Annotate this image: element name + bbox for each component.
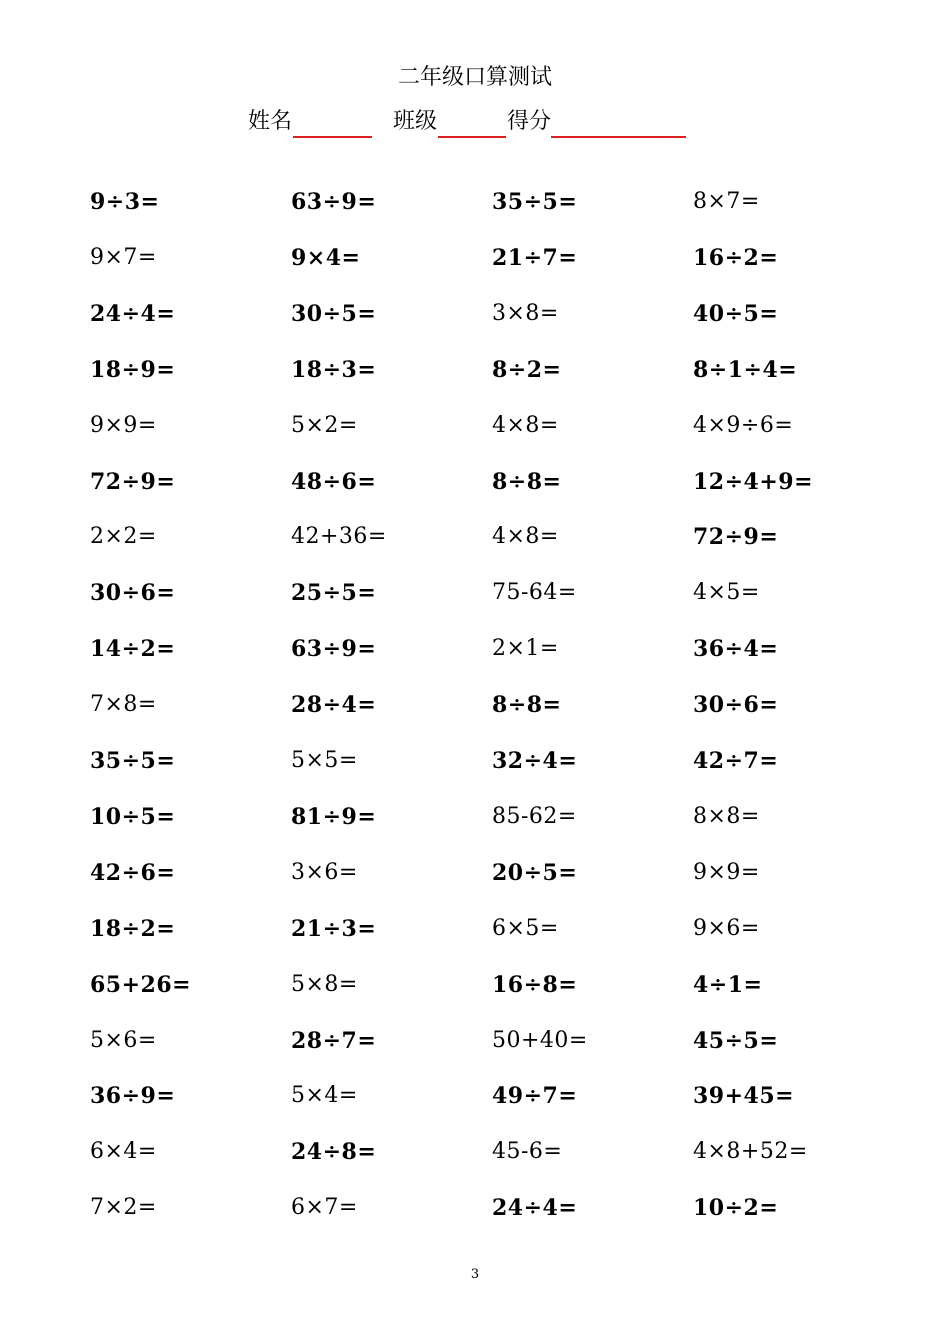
math-problem: 21÷3= (291, 915, 377, 942)
math-problem: 5×5= (291, 748, 358, 773)
math-problem: 48÷6= (291, 468, 377, 495)
math-problem: 28÷7= (291, 1027, 377, 1054)
math-problem: 4×9÷6= (693, 412, 794, 438)
math-problem: 20÷5= (492, 859, 578, 886)
math-problem: 9×9= (693, 859, 760, 885)
math-problem: 72÷9= (90, 468, 176, 495)
math-problem: 28÷4= (291, 692, 377, 719)
math-problem: 50+40= (492, 1027, 588, 1053)
math-problem: 3×8= (492, 300, 559, 326)
math-problem: 7×8= (90, 692, 157, 718)
math-problem: 63÷9= (291, 189, 377, 215)
math-problem: 16÷2= (693, 244, 779, 271)
math-problem: 85-62= (492, 803, 577, 829)
math-problem: 49÷7= (492, 1083, 578, 1110)
math-problem: 9÷3= (90, 189, 160, 215)
math-problem: 24÷4= (90, 300, 176, 327)
math-problem: 45-6= (492, 1139, 563, 1165)
math-problem: 9×4= (291, 244, 361, 271)
worksheet-title: 二年级口算测试 (397, 65, 552, 90)
math-problem: 45÷5= (693, 1027, 779, 1054)
math-problem: 7×2= (90, 1195, 157, 1221)
math-problem: 40÷5= (693, 300, 779, 327)
math-problem: 63÷9= (291, 636, 377, 663)
math-problem: 9×9= (90, 412, 157, 438)
math-problem: 10÷2= (693, 1195, 779, 1222)
math-problem: 72÷9= (693, 524, 779, 551)
math-problem: 39+45= (693, 1083, 795, 1110)
math-problem: 81÷9= (291, 803, 377, 830)
math-problem: 36÷9= (90, 1083, 176, 1110)
math-problem: 4×8= (492, 412, 559, 438)
math-problem: 3×6= (291, 859, 358, 885)
math-problem: 8÷8= (492, 692, 562, 719)
math-problem: 2×2= (90, 524, 157, 550)
math-problem: 5×6= (90, 1027, 157, 1053)
class-label: 班级 (393, 109, 438, 134)
math-problem: 42÷6= (90, 859, 176, 886)
math-problem: 21÷7= (492, 244, 578, 271)
math-problem: 30÷6= (693, 692, 779, 719)
math-problem: 4×8+52= (693, 1139, 808, 1165)
math-problem: 65+26= (90, 971, 192, 998)
math-problem: 35÷5= (492, 189, 578, 215)
math-problem: 9×7= (90, 244, 157, 270)
math-problem: 14÷2= (90, 636, 176, 663)
math-problem: 5×8= (291, 971, 358, 997)
math-problem: 30÷5= (291, 300, 377, 327)
math-problem: 6×7= (291, 1195, 358, 1221)
math-problem: 8×8= (693, 803, 760, 829)
math-problem: 42÷7= (693, 748, 779, 774)
math-problem: 9×6= (693, 915, 760, 941)
math-problem: 10÷5= (90, 803, 176, 830)
math-problem: 24÷4= (492, 1195, 578, 1222)
math-problem: 4÷1= (693, 971, 763, 998)
math-problem: 35÷5= (90, 748, 176, 774)
page-number: 3 (470, 1267, 480, 1282)
math-problem: 42+36= (291, 524, 387, 550)
score-label: 得分 (507, 109, 552, 134)
math-problem: 8÷2= (492, 356, 562, 383)
math-problem: 5×4= (291, 1083, 358, 1109)
math-problem: 30÷6= (90, 580, 176, 607)
name-label: 姓名 (248, 109, 293, 134)
math-problem: 25÷5= (291, 580, 377, 607)
math-problem: 36÷4= (693, 636, 779, 663)
math-problem: 4×8= (492, 524, 559, 550)
math-problem: 18÷9= (90, 356, 176, 383)
math-problem: 12÷4+9= (693, 468, 814, 495)
math-problem: 8÷1÷4= (693, 356, 798, 383)
math-problem: 6×4= (90, 1139, 157, 1165)
math-problem: 6×5= (492, 915, 559, 941)
math-problem: 16÷8= (492, 971, 578, 998)
math-problem: 24÷8= (291, 1139, 377, 1166)
math-problem: 5×2= (291, 412, 358, 438)
math-problem: 18÷2= (90, 915, 176, 942)
math-problem: 8÷8= (492, 468, 562, 495)
math-problem: 2×1= (492, 636, 559, 662)
math-problem: 75-64= (492, 580, 577, 606)
math-problem: 18÷3= (291, 356, 377, 383)
math-problem: 4×5= (693, 580, 760, 606)
math-problem: 8×7= (693, 189, 760, 214)
math-problem: 32÷4= (492, 748, 578, 774)
